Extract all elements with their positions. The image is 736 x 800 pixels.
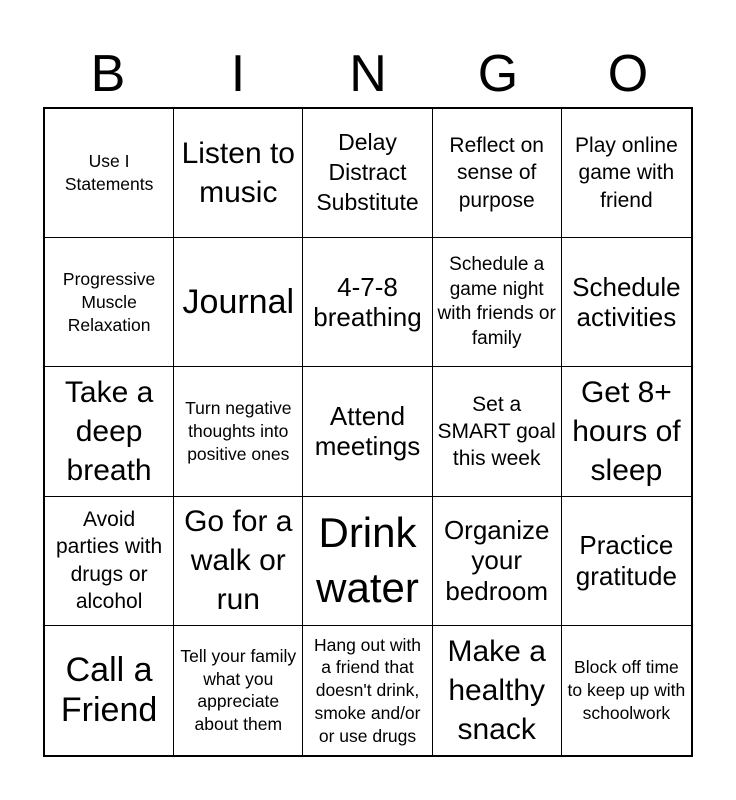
bingo-cell[interactable]: Play online game with friend [562, 109, 691, 238]
header-letter-g: G [477, 45, 519, 103]
header-letter-i: I [230, 45, 246, 103]
bingo-cell[interactable]: Schedule activities [562, 238, 691, 367]
bingo-cell[interactable]: Turn negative thoughts into positive ones [174, 367, 303, 496]
bingo-card-grid [43, 107, 693, 757]
bingo-cell[interactable]: Hang out with a friend that doesn't drink, smoke and/or or use drugs [303, 626, 432, 755]
bingo-cell[interactable]: 4-7-8 breathing [303, 238, 432, 367]
bingo-cell[interactable]: Drink water [303, 497, 432, 626]
bingo-cell[interactable]: Attend meetings [303, 367, 432, 496]
header-letter-o: O [607, 45, 649, 103]
bingo-cell[interactable]: Go for a walk or run [174, 497, 303, 626]
bingo-cell[interactable]: Delay Distract Substitute [303, 109, 432, 238]
bingo-cell[interactable]: Progressive Muscle Relaxation [45, 238, 174, 367]
bingo-cell[interactable]: Use I Statements [45, 109, 174, 238]
bingo-cell[interactable]: Call a Friend [45, 626, 174, 755]
bingo-cell[interactable]: Get 8+ hours of sleep [562, 367, 691, 496]
bingo-header [43, 40, 693, 108]
bingo-cell[interactable]: Make a healthy snack [433, 626, 562, 755]
bingo-cell[interactable]: Organize your bedroom [433, 497, 562, 626]
bingo-cell[interactable]: Set a SMART goal this week [433, 367, 562, 496]
bingo-cell[interactable]: Journal [174, 238, 303, 367]
bingo-cell[interactable]: Block off time to keep up with schoolwork [567, 657, 686, 723]
header-letter-b: B [90, 45, 126, 103]
bingo-cell[interactable]: Listen to music [174, 109, 303, 238]
bingo-cell[interactable]: Take a deep breath [45, 367, 174, 496]
bingo-cell[interactable]: Avoid parties with drugs or alcohol [45, 497, 174, 626]
bingo-cell[interactable]: Tell your family what you appreciate about them [174, 626, 303, 755]
bingo-cell[interactable]: Reflect on sense of purpose [433, 109, 562, 238]
bingo-cell[interactable]: Schedule a game night with friends or family [433, 238, 562, 367]
bingo-cell[interactable]: Practice gratitude [562, 497, 691, 626]
header-letter-n: N [349, 45, 387, 103]
